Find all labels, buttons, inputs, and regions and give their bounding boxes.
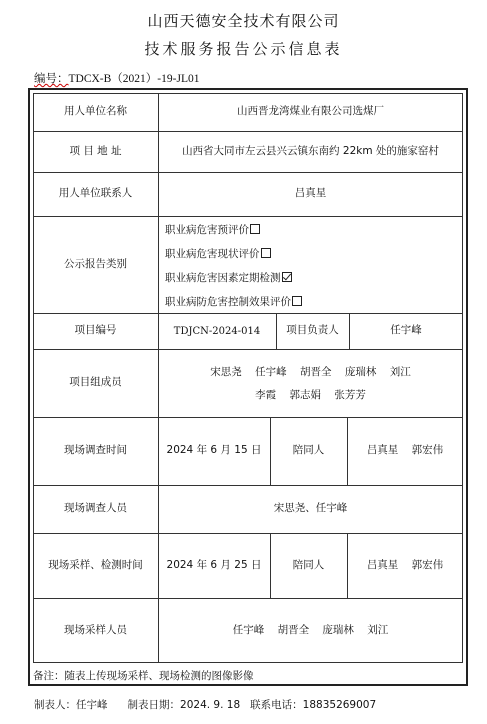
category-option[interactable] — [165, 270, 292, 285]
survey-escort-label: 陪同人 — [292, 444, 325, 457]
sampling-staff-label: 现场采样人员 — [64, 623, 127, 636]
remarks-note: 备注：随表上传现场采样、现场检测的图像影像 — [33, 670, 254, 682]
sampling-time-label: 现场采样、检测时间 — [48, 558, 143, 571]
footer — [34, 697, 376, 712]
checked-checkbox-icon[interactable] — [282, 272, 292, 282]
checkbox-icon[interactable] — [250, 224, 260, 234]
survey-time-label: 现场调查时间 — [64, 444, 127, 457]
project-lead-value: 任宇峰 — [390, 324, 422, 337]
project-lead-label: 项目负责人 — [286, 324, 339, 337]
survey-staff-label: 现场调查人员 — [64, 502, 127, 515]
project-number-value: TDJCN-2024-014 — [173, 325, 261, 337]
project-number-label: 项目编号 — [74, 324, 117, 337]
category-option[interactable] — [165, 294, 302, 309]
footer-date: 制表日期：2024. 9. 18 — [127, 699, 241, 711]
checkbox-icon[interactable] — [292, 296, 302, 306]
address-label: 项 目 地 址 — [69, 144, 122, 157]
sampling-escort-value: 吕真星 郭宏伟 — [366, 558, 444, 571]
members-line-2: 李霞 郭志娟 张芳芳 — [255, 389, 366, 402]
footer-phone: 联系电话：18835269007 — [250, 699, 377, 711]
survey-staff-value: 宋思尧、任宇峰 — [273, 502, 348, 515]
category-option-text: 职业病防危害控制效果评价 — [165, 296, 291, 308]
category-label: 公示报告类别 — [64, 257, 127, 270]
footer-maker: 制表人：任宇峰 — [34, 699, 108, 711]
document-number — [34, 70, 199, 86]
form-title: 技术服务报告公示信息表 — [144, 40, 343, 58]
employer-label: 用人单位名称 — [64, 105, 127, 118]
employer-value: 山西晋龙湾煤业有限公司选煤厂 — [237, 105, 384, 118]
members-line-1: 宋思尧 任宇峰 胡晋全 庞瑞林 刘江 — [210, 366, 411, 379]
category-option[interactable] — [165, 222, 260, 237]
document-number-value: TDCX-B（2021）-19-JL01 — [68, 73, 200, 85]
document-number-label: 编号： — [34, 73, 69, 85]
sampling-staff-value: 任宇峰 胡晋全 庞瑞林 刘江 — [232, 623, 389, 636]
category-option-text: 职业病危害预评价 — [165, 224, 249, 236]
survey-escort-value: 吕真星 郭宏伟 — [366, 444, 444, 457]
checkbox-icon[interactable] — [261, 248, 271, 258]
contact-value: 吕真星 — [294, 187, 327, 200]
company-name: 山西天德安全技术有限公司 — [147, 12, 340, 30]
category-option-text: 职业病危害现状评价 — [165, 248, 260, 260]
contact-label: 用人单位联系人 — [58, 187, 133, 200]
members-label: 项目组成员 — [69, 376, 122, 389]
sampling-escort-label: 陪同人 — [292, 558, 325, 571]
address-value: 山西省大同市左云县兴云镇东南约 22km 处的施家窑村 — [182, 144, 439, 157]
survey-time-value: 2024 年 6 月 15 日 — [166, 444, 262, 457]
category-option-text: 职业病危害因素定期检测 — [165, 272, 281, 284]
sampling-time-value: 2024 年 6 月 25 日 — [166, 558, 262, 571]
category-option[interactable] — [165, 246, 271, 261]
